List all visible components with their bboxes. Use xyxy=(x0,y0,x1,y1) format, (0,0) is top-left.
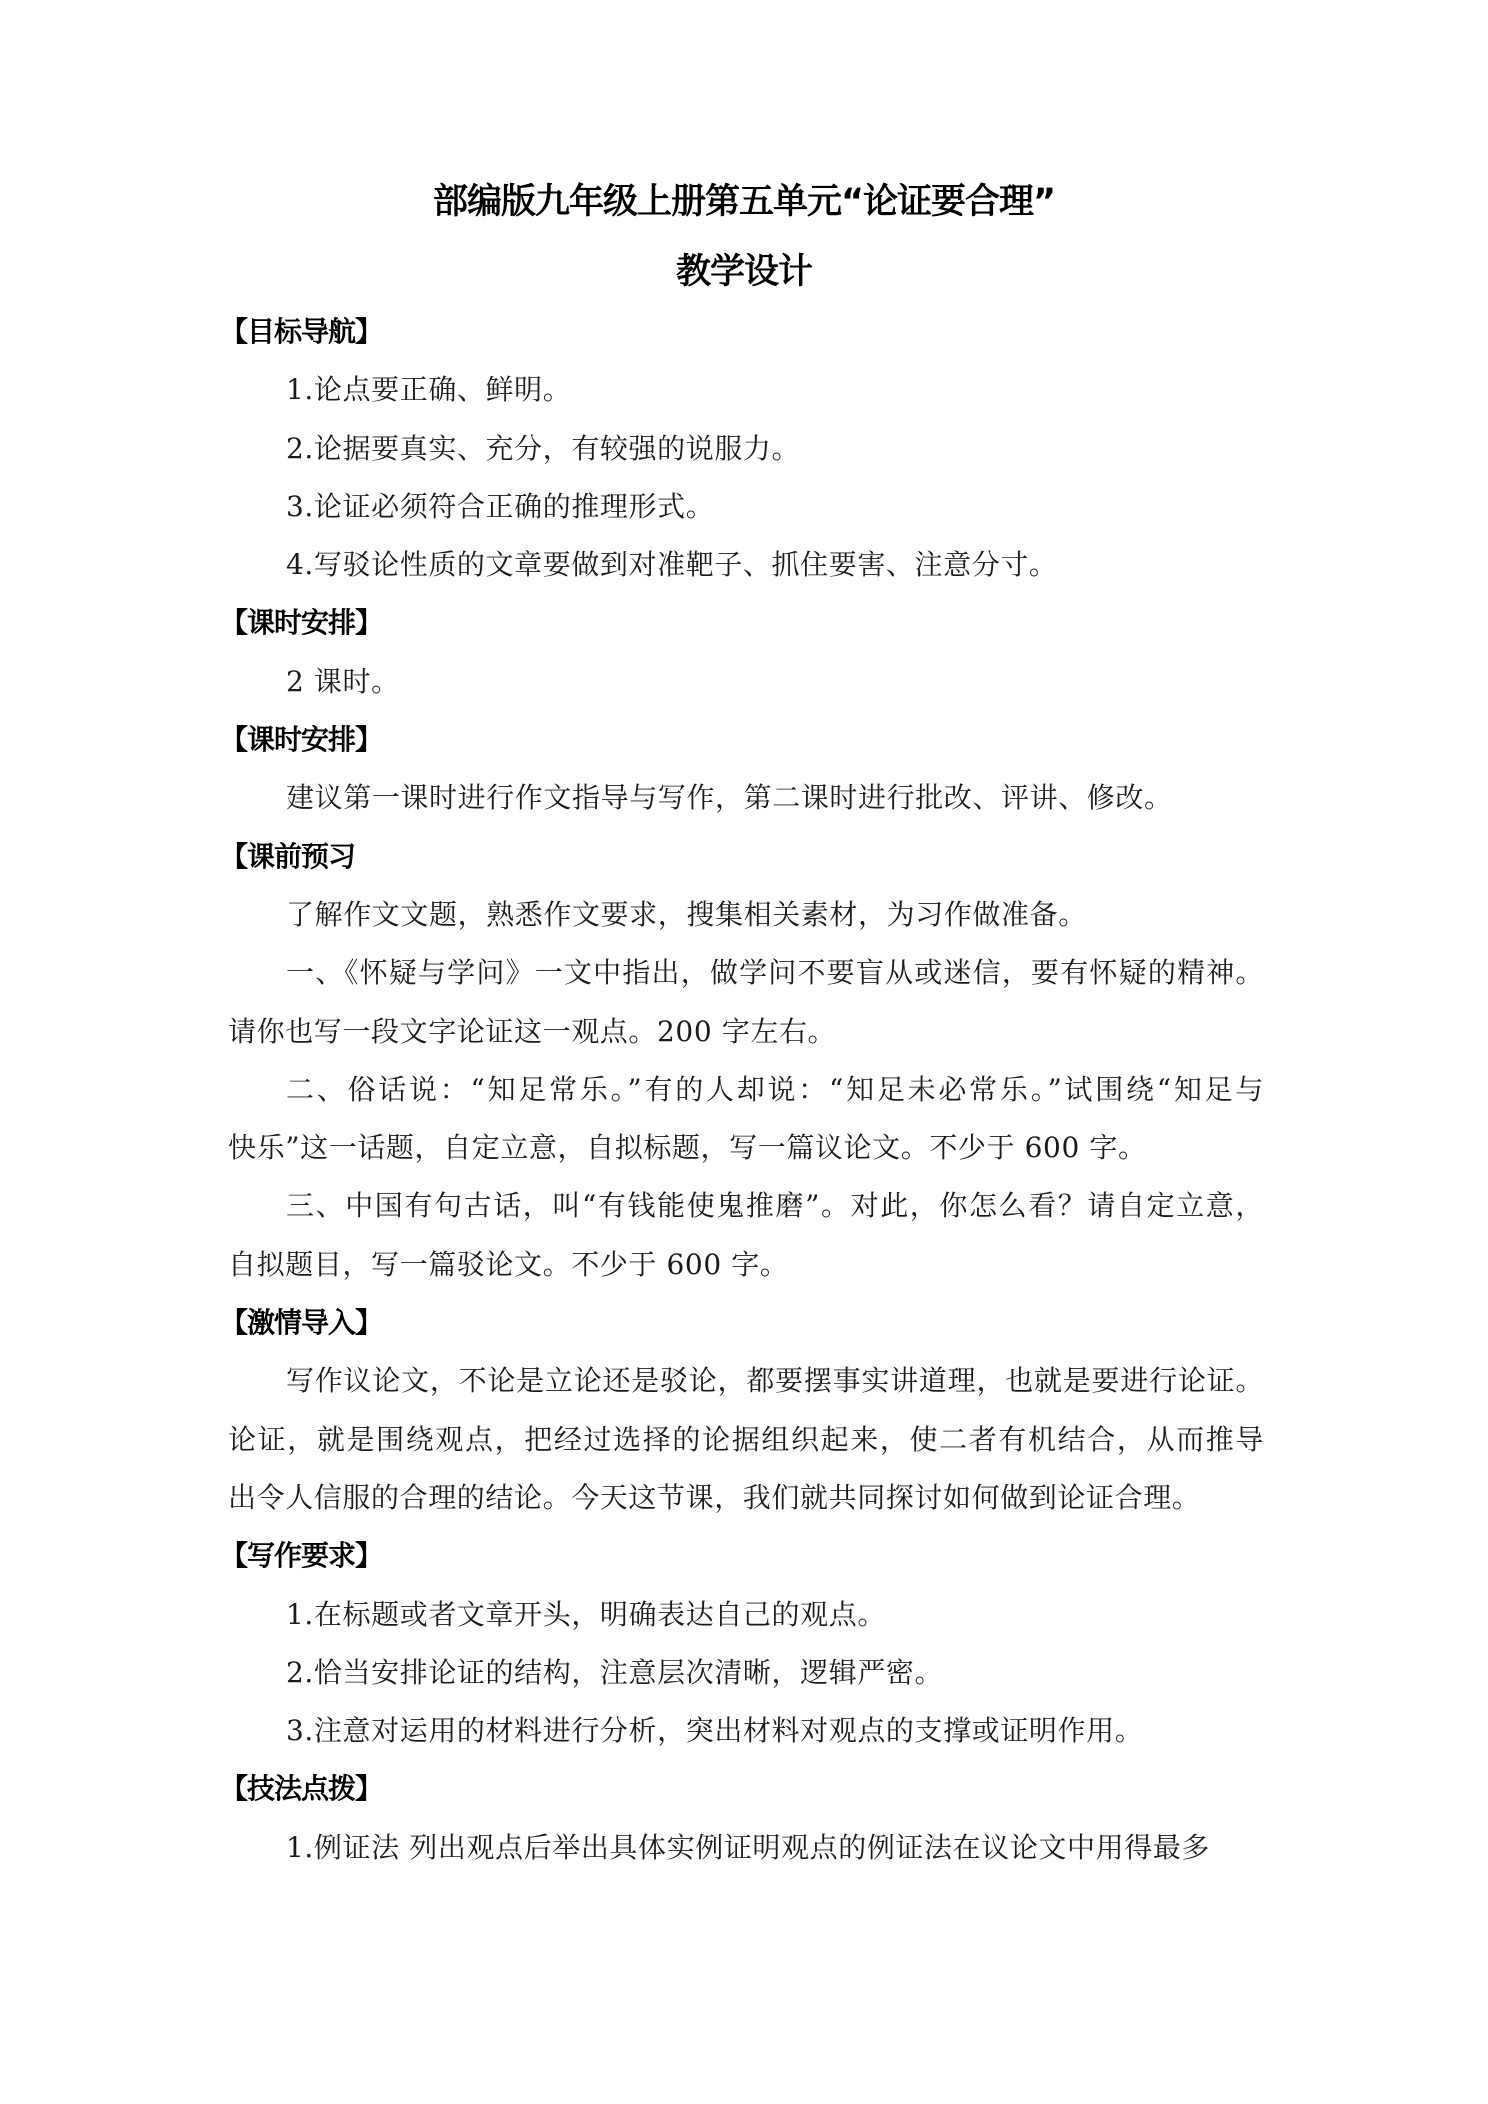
requirement-item: 1.在标题或者文章开头，明确表达自己的观点。 xyxy=(286,1597,886,1631)
goal-item: 3.论证必须符合正确的推理形式。 xyxy=(286,489,715,523)
section-heading: 【写作要求】 xyxy=(220,1539,383,1573)
prompt-line: 快乐”这一话题，自定立意，自拟标题，写一篇议论文。不少于 600 字。 xyxy=(228,1131,1147,1165)
document-title: 部编版九年级上册第五单元“论证要合理” xyxy=(432,182,1055,222)
section-writing-requirements xyxy=(220,1536,1264,1769)
document-body xyxy=(220,312,1264,1886)
section-preview xyxy=(220,837,1264,1303)
intro-line: 论证，就是围绕观点，把经过选择的论据组织起来，使二者有机结合，从而推导 xyxy=(228,1422,1264,1456)
section-heading: 【激情导入】 xyxy=(220,1306,383,1340)
section-heading: 【课时安排】 xyxy=(220,723,383,757)
writing-prompt xyxy=(228,1186,1264,1303)
section-techniques xyxy=(220,1769,1264,1886)
section-heading: 【课时安排】 xyxy=(220,606,383,640)
technique-item: 1.例证法 列出观点后举出具体实例证明观点的例证法在议论文中用得最多 xyxy=(286,1830,1211,1864)
goal-item: 2.论据要真实、充分，有较强的说服力。 xyxy=(286,431,801,465)
section-heading: 【技法点拨】 xyxy=(220,1772,383,1806)
schedule-text: 2 课时。 xyxy=(286,664,400,698)
section-heading: 【目标导航】 xyxy=(220,315,383,348)
intro-line: 写作议论文，不论是立论还是驳论，都要摆事实讲道理，也就是要进行论证。 xyxy=(286,1364,1264,1398)
intro-line: 出令人信服的合理的结论。今天这节课，我们就共同探讨如何做到论证合理。 xyxy=(228,1480,1201,1514)
prompt-line: 一、《怀疑与学问》一文中指出，做学问不要盲从或迷信，要有怀疑的精神。 xyxy=(286,956,1264,990)
section-heading: 【课前预习 xyxy=(220,839,356,873)
prompt-line: 请你也写一段文字论证这一观点。200 字左右。 xyxy=(228,1014,837,1048)
preview-intro: 了解作文文题，熟悉作文要求，搜集相关素材，为习作做准备。 xyxy=(286,897,1087,931)
requirement-item: 2.恰当安排论证的结构，注意层次清晰，逻辑严密。 xyxy=(286,1655,944,1689)
writing-prompt xyxy=(228,953,1264,1070)
requirement-item: 3.注意对运用的材料进行分析，突出材料对观点的支撑或证明作用。 xyxy=(286,1714,1144,1748)
section-schedule-suggestion xyxy=(220,720,1264,837)
goal-item: 1.论点要正确、鲜明。 xyxy=(286,373,572,407)
schedule-suggestion-text: 建议第一课时进行作文指导与写作，第二课时进行批改、评讲、修改。 xyxy=(286,781,1173,815)
goal-item: 4.写驳论性质的文章要做到对准靶子、抓住要害、注意分寸。 xyxy=(286,548,1058,582)
section-schedule xyxy=(220,603,1264,720)
prompt-line: 三、中国有句古话，叫“有钱能使鬼推磨”。对此，你怎么看？请自定立意， xyxy=(286,1189,1264,1223)
section-goals xyxy=(220,312,1264,603)
document-subtitle: 教学设计 xyxy=(675,252,812,292)
writing-prompt xyxy=(228,1070,1264,1187)
prompt-line: 二、俗话说：“知足常乐。”有的人却说：“知足未必常乐。”试围绕“知足与 xyxy=(286,1072,1264,1106)
section-introduction xyxy=(220,1303,1264,1536)
prompt-line: 自拟题目，写一篇驳论文。不少于 600 字。 xyxy=(228,1247,789,1281)
